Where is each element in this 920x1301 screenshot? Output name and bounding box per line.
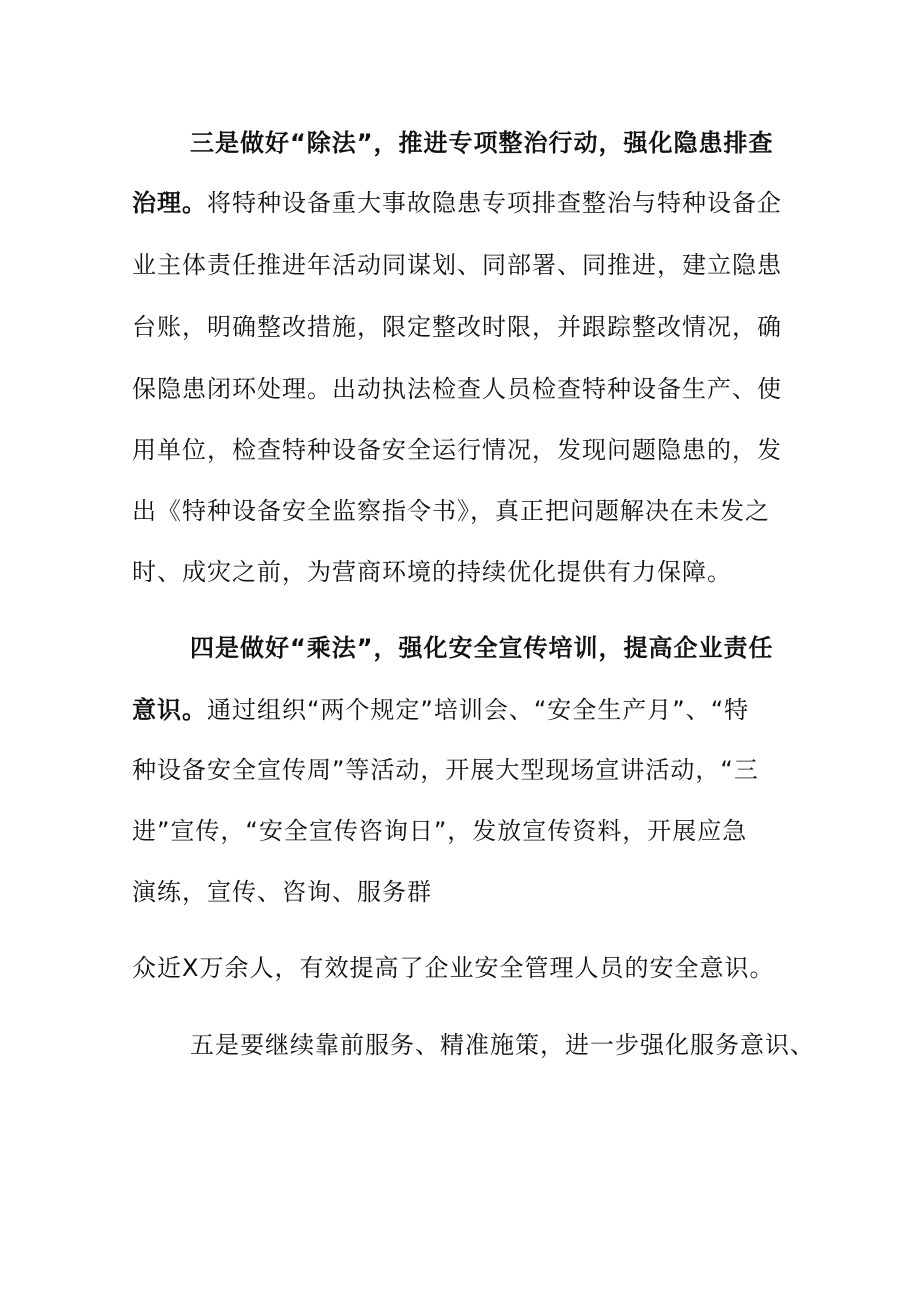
paragraph-1-text: 保隐患闭环处理。出动执法检查人员检查特种设备生产、使 — [132, 375, 782, 403]
paragraph-1-line-3 — [132, 250, 782, 280]
paragraph-1-text: 时、成灾之前，为营商环境的持续优化提供有力保障。 — [132, 558, 732, 586]
paragraph-2-line-4 — [132, 816, 747, 846]
paragraph-2-text: 通过组织“两个规定”培训会、“安全生产月”、“特 — [207, 696, 750, 724]
paragraph-1-line-4 — [132, 312, 782, 342]
paragraph-4-text: 五是要继续靠前服务、精准施策，进一步强化服务意识、 — [190, 1031, 815, 1059]
paragraph-2-line-2 — [132, 695, 749, 725]
paragraph-2-text: 种设备安全宣传周”等活动，开展大型现场宣讲活动，“三 — [132, 756, 759, 784]
paragraph-1-line-6 — [132, 435, 782, 465]
paragraph-4-line-1 — [190, 1030, 815, 1060]
paragraph-1-line-2 — [132, 188, 782, 218]
paragraph-2-line-3 — [132, 755, 759, 785]
paragraph-3-text: 众近X万余人，有效提高了企业安全管理人员的安全意识。 — [132, 954, 775, 982]
paragraph-2-line-5 — [132, 877, 432, 907]
paragraph-1-text: 业主体责任推进年活动同谋划、同部署、同推进，建立隐患 — [132, 251, 782, 279]
paragraph-2-heading-end: 意识。 — [132, 696, 207, 724]
paragraph-3-line-1 — [132, 953, 774, 983]
paragraph-1-line-7 — [132, 496, 770, 526]
paragraph-1-line-5 — [132, 374, 782, 404]
paragraph-2-heading: 四是做好“乘法”，强化安全宣传培训，提高企业责任 — [190, 634, 774, 662]
paragraph-1-heading: 三是做好“除法”，推进专项整治行动，强化隐患排查 — [190, 129, 774, 157]
paragraph-2-text: 演练，宣传、咨询、服务群 — [132, 878, 432, 906]
paragraph-2-text: 进”宣传，“安全宣传咨询日”，发放宣传资料，开展应急 — [132, 817, 748, 845]
paragraph-1-heading-end: 治理。 — [132, 189, 207, 217]
paragraph-1-text: 将特种设备重大事故隐患专项排查整治与特种设备企 — [207, 189, 782, 217]
paragraph-1-line-1 — [190, 128, 774, 158]
paragraph-1-line-8 — [132, 557, 732, 587]
paragraph-1-text: 用单位，检查特种设备安全运行情况，发现问题隐患的，发 — [132, 436, 782, 464]
paragraph-2-line-1 — [190, 633, 774, 663]
paragraph-1-text: 台账，明确整改措施，限定整改时限，并跟踪整改情况，确 — [132, 313, 782, 341]
paragraph-1-text: 出《特种设备安全监察指令书》，真正把问题解决在未发之 — [132, 497, 770, 525]
